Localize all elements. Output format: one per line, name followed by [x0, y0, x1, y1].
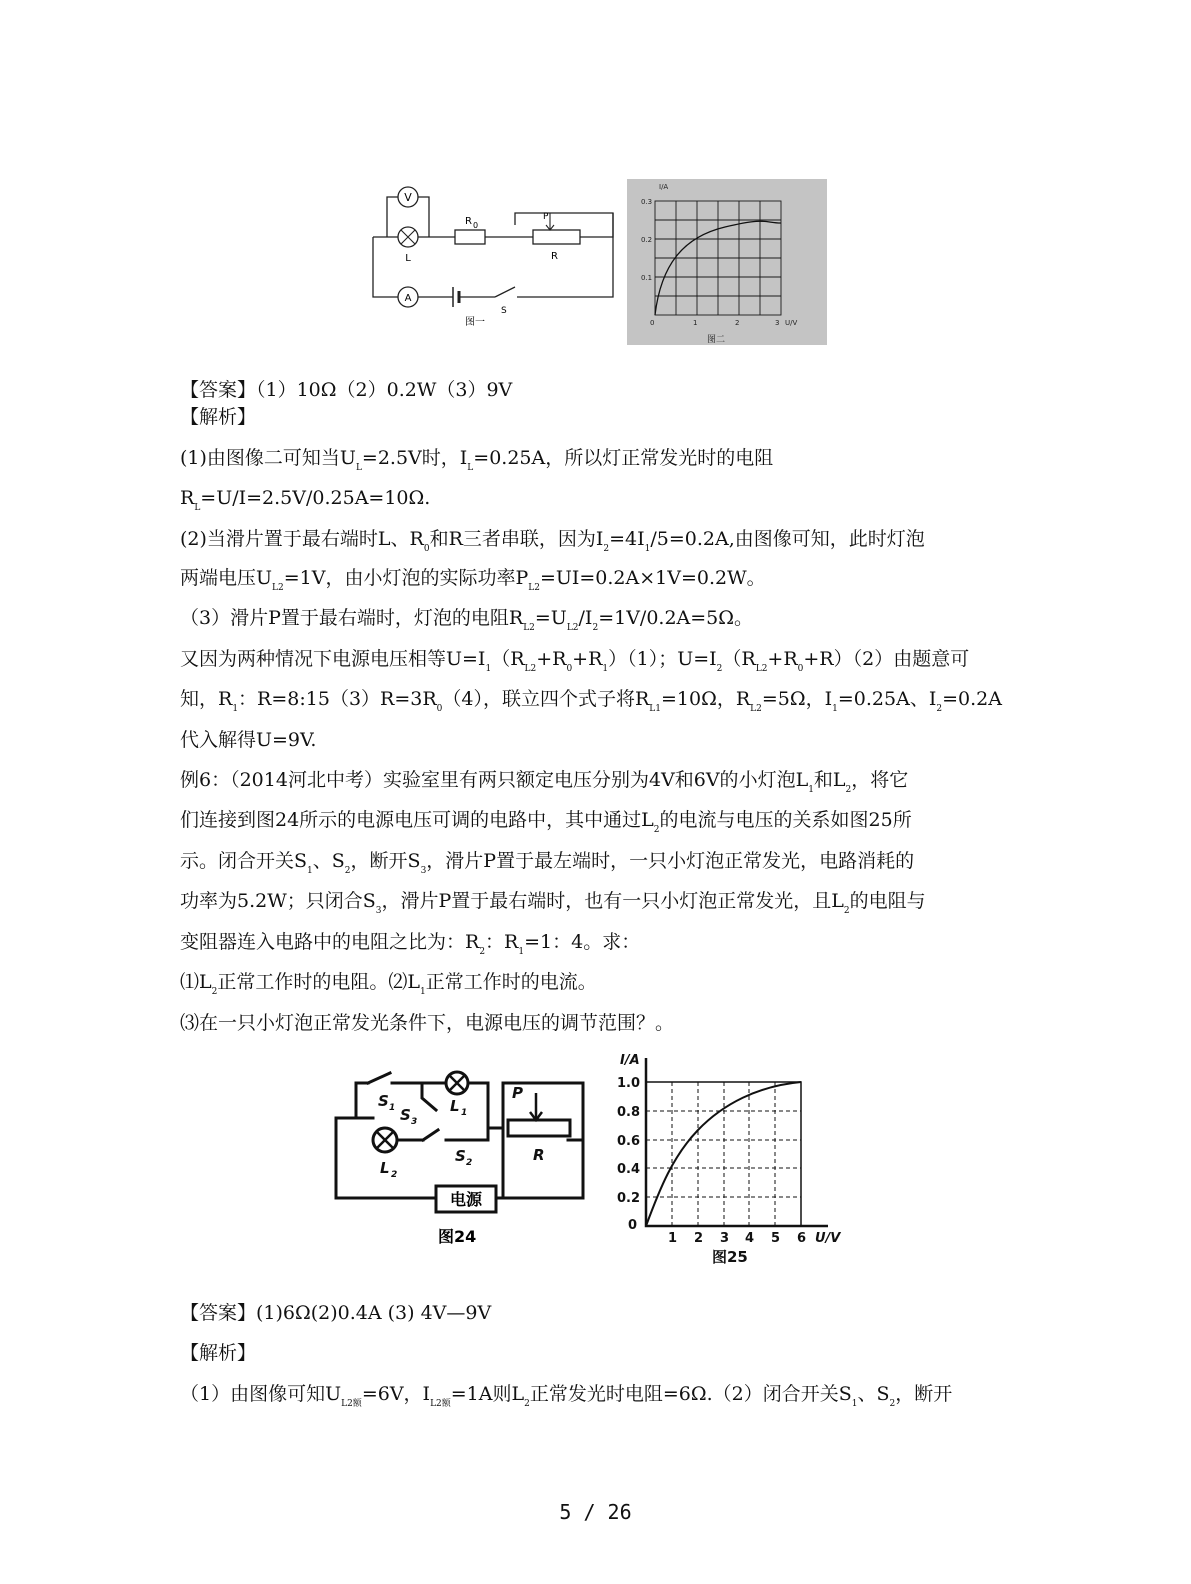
graph25-xtick-1: 1 [668, 1231, 678, 1246]
lamp-L [398, 227, 418, 264]
xtick-2: 2 [735, 319, 740, 327]
ammeter-label: A [404, 293, 412, 304]
answer-line-1: 【答案】（1）10Ω（2）0.2W（3）9V [180, 379, 513, 401]
slider-label: P [543, 212, 549, 222]
figure24-caption: 图24 [438, 1227, 477, 1246]
analysis-label-1: 【解析】 [180, 406, 257, 428]
analysis-1-line-7: 知，$R_1$：$R=8:15(3)R=3R_0(4)$，联立四个式子将$R_{L1}=10\Omega$，$R_{L2}=5\Omega$，$I_1=0.25A$、$I_2=0.2A$ [180, 688, 1002, 714]
graph25-ytick-0-2: 0.2 [617, 1191, 641, 1206]
ytick-0: 0.3 [641, 198, 653, 206]
power-supply-label: 电源 [449, 1190, 483, 1209]
ammeter [398, 287, 418, 307]
ytick-2: 0.1 [641, 274, 653, 282]
example6-line-4: 功率为5.2W；只闭合$S_3$，滑片P置于最右端时，也有一只小灯泡正常发光，且$L_2$的电阻与 [180, 890, 926, 916]
s3-label: S [400, 1106, 411, 1124]
graph25-xtick-5: 5 [771, 1231, 781, 1246]
analysis-label-2: 【解析】 [180, 1342, 257, 1364]
analysis-1-line-1: (1)由图像二可知当$U_L=2.5V$时，$I_L=0.25A$，所以灯正常发光时的电阻 [180, 447, 774, 473]
l1-label: L [450, 1097, 460, 1115]
graph25-xtick-3: 3 [720, 1231, 730, 1246]
lamp-label: L [405, 253, 411, 264]
analysis-1-line-2: $R_L=U/I=2.5V/0.25A=10\Omega$. [180, 487, 431, 513]
resistor-R0 [455, 216, 485, 244]
example6-line-2: 们连接到图24所示的电源电压可调的电路中，其中通过$L_2$的电流与电压的关系如图25所 [180, 809, 912, 835]
power-supply [436, 1186, 496, 1212]
example6-line-1: 例6：（2014河北中考）实验室里有两只额定电压分别为4V和6V的小灯泡$L_1$和$L_2$，将它 [180, 769, 909, 795]
figure-1a-caption: 图一 [465, 317, 485, 328]
r0-label: R [465, 216, 472, 227]
xtick-3: 3 [775, 319, 780, 327]
voltmeter-label: V [404, 191, 412, 204]
switch-label: S [501, 306, 507, 316]
graph25-ytick-0-4: 0.4 [617, 1162, 641, 1177]
xtick-0: 0 [650, 319, 655, 327]
graph25-ytick-0-6: 0.6 [617, 1134, 641, 1149]
graph25-xtick-4: 4 [745, 1231, 755, 1246]
l2-sub: 2 [391, 1170, 398, 1180]
figure-circuit-and-graph-2 [328, 1048, 858, 1268]
answer-line-2: 【答案】(1)6Ω(2)0.4A (3) 4V—9V [180, 1302, 492, 1324]
lamp-L2 [373, 1128, 397, 1152]
figure-circuit-and-graph-1 [365, 175, 835, 355]
rheostat-R [533, 212, 580, 262]
page-number: 5 / 26 [559, 1500, 632, 1524]
s1-label: S [378, 1092, 389, 1110]
analysis-1-line-4: 两端电压$U_{L2}=1V$，由小灯泡的实际功率$P_{L2}=UI=0.2A\times 1V=0.2W$。 [180, 567, 766, 593]
battery [453, 287, 459, 307]
analysis-1-line-5: （3）滑片P置于最右端时，灯泡的电阻$R_{L2}=U_{L2}/I_2=1V/0.2A=5\Omega$。 [180, 607, 754, 633]
l1-sub: 1 [461, 1108, 468, 1118]
figure25-caption: 图25 [712, 1248, 748, 1266]
rheostat-r-label: R [533, 1146, 545, 1164]
s3-sub: 3 [411, 1117, 418, 1127]
s1-sub: 1 [389, 1103, 396, 1113]
analysis-1-line-6: 又因为两种情况下电源电压相等$U=I_1(R_{L2}+R_0+R_1)(1)$；$U=I_2(R_{L2}+R_0+R)(2)$由题意可 [180, 648, 970, 674]
graph25-ytick-0-8: 0.8 [617, 1105, 641, 1120]
s2-sub: 2 [466, 1158, 473, 1168]
example6-line-5: 变阻器连入电路中的电阻之比为：$R_2$：$R_1=1$：4。求： [180, 931, 641, 957]
graph25-xtick-6: 6 [797, 1231, 807, 1246]
graph25-xlabel: U/V [815, 1231, 841, 1246]
voltmeter [398, 187, 418, 207]
graph25-xtick-2: 2 [694, 1231, 704, 1246]
graph25-ylabel: I/A [620, 1053, 640, 1068]
rheostat-label: R [551, 251, 558, 262]
l2-label: L [380, 1159, 390, 1177]
analysis-1-line-8: 代入解得U=9V. [180, 729, 317, 751]
example6-question-3: ⑶在一只小灯泡正常发光条件下，电源电压的调节范围？。 [180, 1012, 675, 1034]
lamp-L1 [446, 1072, 468, 1094]
analysis-2-line-1: （1）由图像可知$U_{L2额}=6V$，$I_{L2额}=1A$则$L_2$正常发光时电阻=6Ω.（2）闭合开关$S_1$、$S_2$，断开 [180, 1383, 953, 1409]
ytick-1: 0.2 [641, 236, 653, 244]
slider-p-label: P [512, 1084, 523, 1102]
graph-xlabel: U/V [785, 319, 798, 327]
s2-label: S [455, 1147, 466, 1165]
example6-line-3: 示。闭合开关$S_1$、$S_2$，断开$S_3$，滑片P置于最左端时，一只小灯泡正常发光，电路消耗的 [180, 850, 915, 876]
r0-sub: 0 [473, 221, 479, 230]
graph-ylabel: I/A [659, 183, 669, 191]
graph25-ytick-1: 1.0 [617, 1076, 641, 1091]
example6-question-1-2: $⑴L_2$正常工作时的电阻。$⑵L_1$正常工作时的电流。 [180, 971, 597, 997]
graph-25-grid [646, 1058, 828, 1226]
graph25-ytick-0: 0 [628, 1218, 638, 1233]
analysis-1-line-3: (2)当滑片置于最右端时L、$R_0$和R三者串联，因为$I_2=4I_1/5=0.2A$,由图像可知，此时灯泡 [180, 528, 925, 554]
xtick-1: 1 [693, 319, 698, 327]
figure-1b-caption: 图二 [707, 335, 726, 345]
